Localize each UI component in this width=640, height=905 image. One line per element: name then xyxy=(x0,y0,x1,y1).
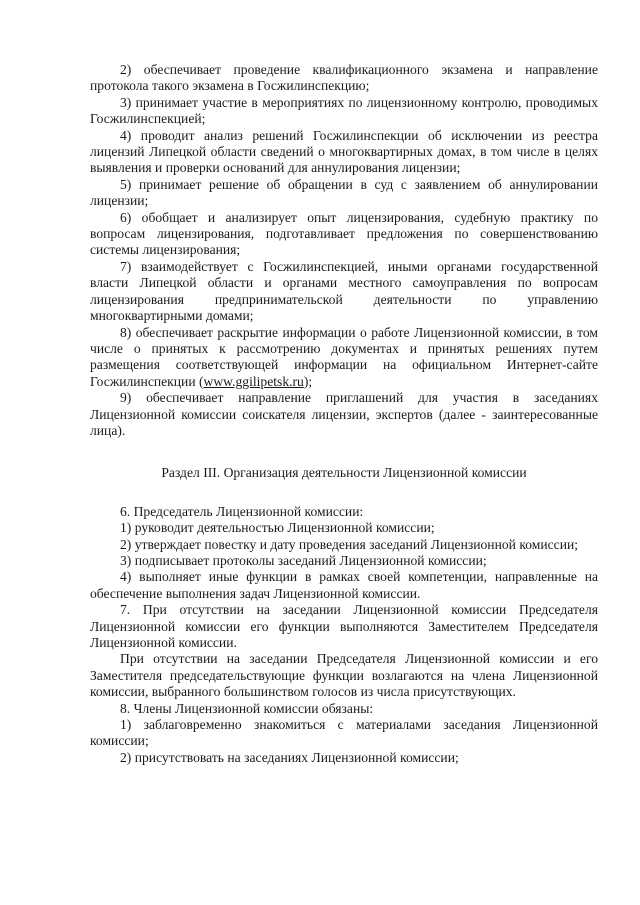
item-7-paragraph: 7) взаимодействует с Госжилинспекцией, иными органами государственной власти Липецкой области и органами местного самоуправления по вопросам лицензирования предпринимательской деятельности по управлению многоквартирными домами; xyxy=(90,258,598,324)
clause-6-title: 6. Председатель Лицензионной комиссии: xyxy=(120,503,364,519)
section-3-heading: Раздел III. Организация деятельности Лицензионной комиссии xyxy=(161,465,527,481)
item-8-text: 8) обеспечивает раскрытие информации о работе Лицензионной комиссии, в том числе о принятых к рассмотрению документах и принятых решениях путем размещения соответствующей информации на официальном Интернет-сайте Госжилинспекции ( xyxy=(90,324,598,389)
item-2-paragraph: 2) обеспечивает проведение квалификационного экзамена и направление протокола такого экзамена в Госжилинспекцию; xyxy=(90,62,598,94)
item-6-paragraph: 6) обобщает и анализирует опыт лицензирования, судебную практику по вопросам лицензирования, подготавливает предложения по совершенствованию системы лицензирования; xyxy=(90,209,598,258)
clause-6-item-4: 4) выполняет иные функции в рамках своей компетенции, направленные на обеспечение выполнения задач Лицензионной комиссии. xyxy=(90,569,598,601)
item-5-paragraph: 5) принимает решение об обращении в суд с заявлением об аннулировании лицензии; xyxy=(90,176,598,209)
item-8-paragraph xyxy=(90,325,598,391)
clause-8-title: 8. Члены Лицензионной комиссии обязаны: xyxy=(120,700,374,716)
clause-6-item-1: 1) руководит деятельностью Лицензионной комиссии; xyxy=(120,520,435,536)
clause-8-item-1: 1) заблаговременно знакомиться с материалами заседания Лицензионной комиссии; xyxy=(90,717,598,749)
clause-6-item-2: 2) утверждает повестку и дату проведения заседаний Лицензионной комиссии; xyxy=(120,536,579,552)
website-link[interactable]: www.ggilipetsk.ru xyxy=(203,373,304,389)
item-4-paragraph: 4) проводит анализ решений Госжилинспекции об исключении из реестра лицензий Липецкой области сведений о многоквартирных домах, в том числе в целях выявления и проверки оснований для аннулирования лицензии; xyxy=(90,127,598,176)
clause-7-substitution-paragraph: При отсутствии на заседании Председателя Лицензионной комиссии и его Заместителя председательствующие функции возлагаются на члена Лицензионной комиссии, выбранного большинством голосов из числа присутствующих. xyxy=(90,651,598,700)
item-3-paragraph: 3) принимает участие в мероприятиях по лицензионному контролю, проводимых Госжилинспекцией; xyxy=(90,94,598,127)
clause-6-item-3: 3) подписывает протоколы заседаний Лицензионной комиссии; xyxy=(120,552,487,568)
item-9-paragraph: 9) обеспечивает направление приглашений для участия в заседаниях Лицензионной комиссии соискателя лицензии, экспертов (далее - заинтересованные лица). xyxy=(90,390,598,438)
item-8-text-end: ); xyxy=(303,373,313,389)
clause-8-item-2: 2) присутствовать на заседаниях Лицензионной комиссии; xyxy=(120,749,459,765)
clause-7-paragraph: 7. При отсутствии на заседании Лицензионной комиссии Председателя Лицензионной комиссии его функции выполняются Заместителем Председателя Лицензионной комиссии. xyxy=(90,602,598,650)
